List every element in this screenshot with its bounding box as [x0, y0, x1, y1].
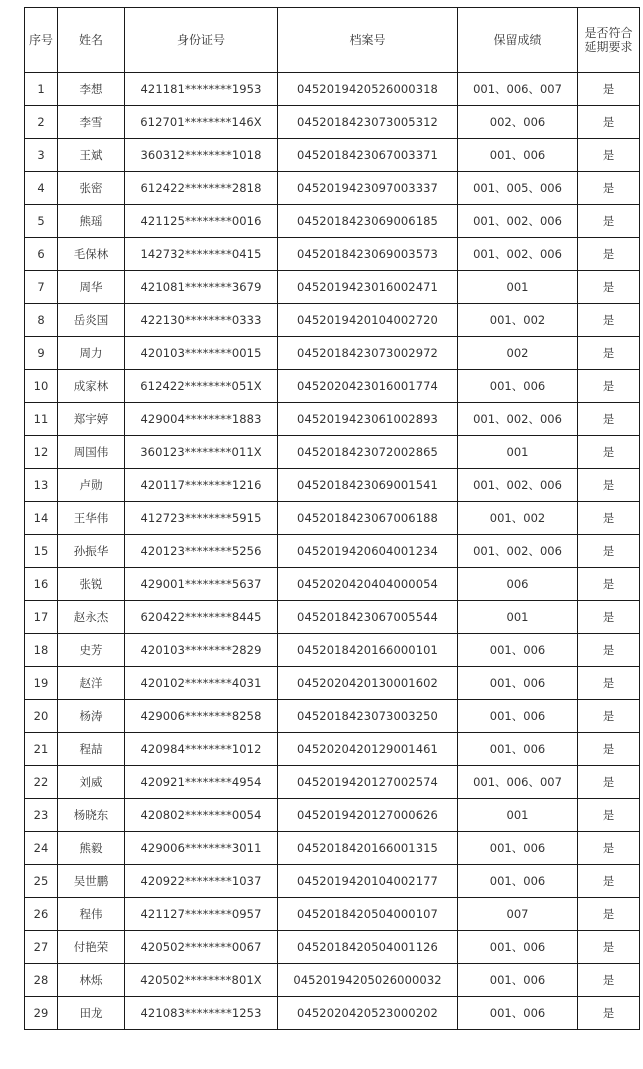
row-no: 2 [25, 106, 58, 139]
row-eligibility: 是 [578, 370, 640, 403]
row-retained-scores: 002 [458, 337, 578, 370]
row-id-number: 412723********5915 [125, 502, 278, 535]
row-file-number: 0452019420604001234 [278, 535, 458, 568]
row-name: 张密 [58, 172, 125, 205]
row-id-number: 429006********3011 [125, 832, 278, 865]
table-row [25, 568, 640, 601]
row-id-number: 420502********801X [125, 964, 278, 997]
row-file-number: 0452019420104002177 [278, 865, 458, 898]
row-retained-scores: 001、002、006 [458, 238, 578, 271]
row-id-number: 429004********1883 [125, 403, 278, 436]
row-file-number: 0452018420166001315 [278, 832, 458, 865]
row-name: 程喆 [58, 733, 125, 766]
row-retained-scores: 001、002 [458, 502, 578, 535]
row-name: 程伟 [58, 898, 125, 931]
table-row [25, 799, 640, 832]
row-name: 周华 [58, 271, 125, 304]
table-row [25, 238, 640, 271]
table-row [25, 106, 640, 139]
header-row [25, 8, 640, 73]
table-row [25, 502, 640, 535]
row-name: 熊瑶 [58, 205, 125, 238]
row-id-number: 420802********0054 [125, 799, 278, 832]
table-row [25, 535, 640, 568]
row-name: 田龙 [58, 997, 125, 1030]
row-retained-scores: 001、006 [458, 931, 578, 964]
header-ok: 是否符合延期要求 [578, 8, 640, 73]
table-row [25, 370, 640, 403]
row-retained-scores: 001、006 [458, 667, 578, 700]
row-retained-scores: 001、006 [458, 370, 578, 403]
row-retained-scores: 001、006 [458, 139, 578, 172]
row-eligibility: 是 [578, 271, 640, 304]
row-name: 岳炎国 [58, 304, 125, 337]
header-name: 姓名 [58, 8, 125, 73]
row-retained-scores: 001、006 [458, 832, 578, 865]
row-no: 14 [25, 502, 58, 535]
row-eligibility: 是 [578, 865, 640, 898]
row-name: 卢勋 [58, 469, 125, 502]
row-no: 22 [25, 766, 58, 799]
row-eligibility: 是 [578, 832, 640, 865]
row-retained-scores: 001 [458, 271, 578, 304]
row-retained-scores: 002、006 [458, 106, 578, 139]
row-eligibility: 是 [578, 436, 640, 469]
table-row [25, 469, 640, 502]
row-eligibility: 是 [578, 667, 640, 700]
row-retained-scores: 001、006 [458, 997, 578, 1030]
row-id-number: 420123********5256 [125, 535, 278, 568]
row-name: 成家林 [58, 370, 125, 403]
table-row [25, 832, 640, 865]
row-no: 21 [25, 733, 58, 766]
row-id-number: 360123********011X [125, 436, 278, 469]
row-id-number: 420103********2829 [125, 634, 278, 667]
table-row [25, 205, 640, 238]
table-row [25, 172, 640, 205]
row-id-number: 421125********0016 [125, 205, 278, 238]
row-id-number: 420117********1216 [125, 469, 278, 502]
row-id-number: 420502********0067 [125, 931, 278, 964]
table-row [25, 601, 640, 634]
row-id-number: 142732********0415 [125, 238, 278, 271]
row-retained-scores: 001、006 [458, 634, 578, 667]
row-eligibility: 是 [578, 106, 640, 139]
row-no: 11 [25, 403, 58, 436]
table-row [25, 436, 640, 469]
row-name: 付艳荣 [58, 931, 125, 964]
row-no: 17 [25, 601, 58, 634]
row-retained-scores: 006 [458, 568, 578, 601]
row-name: 赵永杰 [58, 601, 125, 634]
row-retained-scores: 001、002、006 [458, 535, 578, 568]
row-eligibility: 是 [578, 700, 640, 733]
row-retained-scores: 001、006 [458, 700, 578, 733]
row-retained-scores: 001、006、007 [458, 766, 578, 799]
row-file-number: 0452020420129001461 [278, 733, 458, 766]
row-retained-scores: 007 [458, 898, 578, 931]
row-name: 毛保林 [58, 238, 125, 271]
row-file-number: 0452019423061002893 [278, 403, 458, 436]
table-row [25, 997, 640, 1030]
table-row [25, 337, 640, 370]
row-file-number: 0452018423073005312 [278, 106, 458, 139]
table-row [25, 766, 640, 799]
row-eligibility: 是 [578, 172, 640, 205]
row-eligibility: 是 [578, 964, 640, 997]
table-row [25, 865, 640, 898]
table-row [25, 733, 640, 766]
candidate-table [24, 7, 640, 1030]
row-eligibility: 是 [578, 733, 640, 766]
row-file-number: 0452018420166000101 [278, 634, 458, 667]
row-file-number: 04520194205026000032 [278, 964, 458, 997]
row-file-number: 0452019423016002471 [278, 271, 458, 304]
row-id-number: 422130********0333 [125, 304, 278, 337]
row-id-number: 421181********1953 [125, 73, 278, 106]
row-file-number: 0452019420526000318 [278, 73, 458, 106]
row-file-number: 0452018420504000107 [278, 898, 458, 931]
row-retained-scores: 001、005、006 [458, 172, 578, 205]
row-eligibility: 是 [578, 634, 640, 667]
row-file-number: 0452018423067006188 [278, 502, 458, 535]
table-row [25, 634, 640, 667]
row-name: 史芳 [58, 634, 125, 667]
row-name: 张锐 [58, 568, 125, 601]
row-eligibility: 是 [578, 766, 640, 799]
table-row [25, 931, 640, 964]
table-row [25, 964, 640, 997]
row-name: 杨涛 [58, 700, 125, 733]
row-name: 周国伟 [58, 436, 125, 469]
row-no: 7 [25, 271, 58, 304]
row-file-number: 0452020420130001602 [278, 667, 458, 700]
row-retained-scores: 001、006 [458, 865, 578, 898]
row-name: 杨晓东 [58, 799, 125, 832]
row-eligibility: 是 [578, 997, 640, 1030]
row-no: 18 [25, 634, 58, 667]
row-file-number: 0452020423016001774 [278, 370, 458, 403]
row-no: 5 [25, 205, 58, 238]
row-file-number: 0452020420404000054 [278, 568, 458, 601]
row-no: 1 [25, 73, 58, 106]
row-no: 16 [25, 568, 58, 601]
row-name: 林烁 [58, 964, 125, 997]
header-no: 序号 [25, 8, 58, 73]
row-eligibility: 是 [578, 502, 640, 535]
row-name: 赵洋 [58, 667, 125, 700]
row-id-number: 612422********051X [125, 370, 278, 403]
row-no: 27 [25, 931, 58, 964]
row-retained-scores: 001、002、006 [458, 205, 578, 238]
row-no: 8 [25, 304, 58, 337]
row-id-number: 420921********4954 [125, 766, 278, 799]
row-no: 15 [25, 535, 58, 568]
row-no: 6 [25, 238, 58, 271]
row-file-number: 0452019423097003337 [278, 172, 458, 205]
table-body [25, 73, 640, 1030]
row-id-number: 420922********1037 [125, 865, 278, 898]
row-file-number: 0452018423067005544 [278, 601, 458, 634]
row-eligibility: 是 [578, 931, 640, 964]
row-id-number: 429006********8258 [125, 700, 278, 733]
row-retained-scores: 001 [458, 601, 578, 634]
row-name: 王华伟 [58, 502, 125, 535]
row-retained-scores: 001、002、006 [458, 469, 578, 502]
row-no: 9 [25, 337, 58, 370]
row-eligibility: 是 [578, 238, 640, 271]
row-eligibility: 是 [578, 898, 640, 931]
row-retained-scores: 001、002 [458, 304, 578, 337]
row-retained-scores: 001 [458, 436, 578, 469]
row-no: 10 [25, 370, 58, 403]
row-name: 李雪 [58, 106, 125, 139]
row-eligibility: 是 [578, 205, 640, 238]
row-no: 13 [25, 469, 58, 502]
row-file-number: 0452018423072002865 [278, 436, 458, 469]
row-name: 熊毅 [58, 832, 125, 865]
row-id-number: 421083********1253 [125, 997, 278, 1030]
table-header [25, 8, 640, 73]
row-name: 周力 [58, 337, 125, 370]
row-file-number: 0452019420127000626 [278, 799, 458, 832]
row-no: 25 [25, 865, 58, 898]
row-file-number: 0452018420504001126 [278, 931, 458, 964]
row-name: 李想 [58, 73, 125, 106]
row-file-number: 0452018423073002972 [278, 337, 458, 370]
row-file-number: 0452018423069003573 [278, 238, 458, 271]
row-eligibility: 是 [578, 337, 640, 370]
row-retained-scores: 001 [458, 799, 578, 832]
row-eligibility: 是 [578, 304, 640, 337]
row-id-number: 612422********2818 [125, 172, 278, 205]
row-id-number: 420102********4031 [125, 667, 278, 700]
row-retained-scores: 001、002、006 [458, 403, 578, 436]
row-eligibility: 是 [578, 139, 640, 172]
row-name: 吴世鹏 [58, 865, 125, 898]
row-eligibility: 是 [578, 403, 640, 436]
row-name: 王斌 [58, 139, 125, 172]
row-no: 28 [25, 964, 58, 997]
row-id-number: 421081********3679 [125, 271, 278, 304]
header-id: 身份证号 [125, 8, 278, 73]
row-id-number: 360312********1018 [125, 139, 278, 172]
row-id-number: 429001********5637 [125, 568, 278, 601]
row-name: 孙振华 [58, 535, 125, 568]
row-file-number: 0452020420523000202 [278, 997, 458, 1030]
row-no: 23 [25, 799, 58, 832]
row-no: 20 [25, 700, 58, 733]
row-id-number: 612701********146X [125, 106, 278, 139]
row-file-number: 0452018423069006185 [278, 205, 458, 238]
row-eligibility: 是 [578, 799, 640, 832]
row-retained-scores: 001、006 [458, 733, 578, 766]
table-row [25, 304, 640, 337]
row-eligibility: 是 [578, 568, 640, 601]
row-name: 刘威 [58, 766, 125, 799]
row-no: 4 [25, 172, 58, 205]
row-file-number: 0452018423067003371 [278, 139, 458, 172]
row-retained-scores: 001、006、007 [458, 73, 578, 106]
table-row [25, 139, 640, 172]
table-row [25, 403, 640, 436]
row-id-number: 421127********0957 [125, 898, 278, 931]
row-eligibility: 是 [578, 601, 640, 634]
row-eligibility: 是 [578, 469, 640, 502]
row-no: 26 [25, 898, 58, 931]
header-file: 档案号 [278, 8, 458, 73]
table-row [25, 700, 640, 733]
row-file-number: 0452018423073003250 [278, 700, 458, 733]
row-retained-scores: 001、006 [458, 964, 578, 997]
row-eligibility: 是 [578, 535, 640, 568]
row-file-number: 0452019420127002574 [278, 766, 458, 799]
header-score: 保留成绩 [458, 8, 578, 73]
table-row [25, 73, 640, 106]
row-eligibility: 是 [578, 73, 640, 106]
row-no: 29 [25, 997, 58, 1030]
row-id-number: 420984********1012 [125, 733, 278, 766]
row-file-number: 0452019420104002720 [278, 304, 458, 337]
row-no: 19 [25, 667, 58, 700]
table-row [25, 898, 640, 931]
table-row [25, 271, 640, 304]
row-no: 12 [25, 436, 58, 469]
table-row [25, 667, 640, 700]
row-file-number: 0452018423069001541 [278, 469, 458, 502]
row-no: 24 [25, 832, 58, 865]
row-id-number: 620422********8445 [125, 601, 278, 634]
row-id-number: 420103********0015 [125, 337, 278, 370]
row-no: 3 [25, 139, 58, 172]
row-name: 郑宇婷 [58, 403, 125, 436]
